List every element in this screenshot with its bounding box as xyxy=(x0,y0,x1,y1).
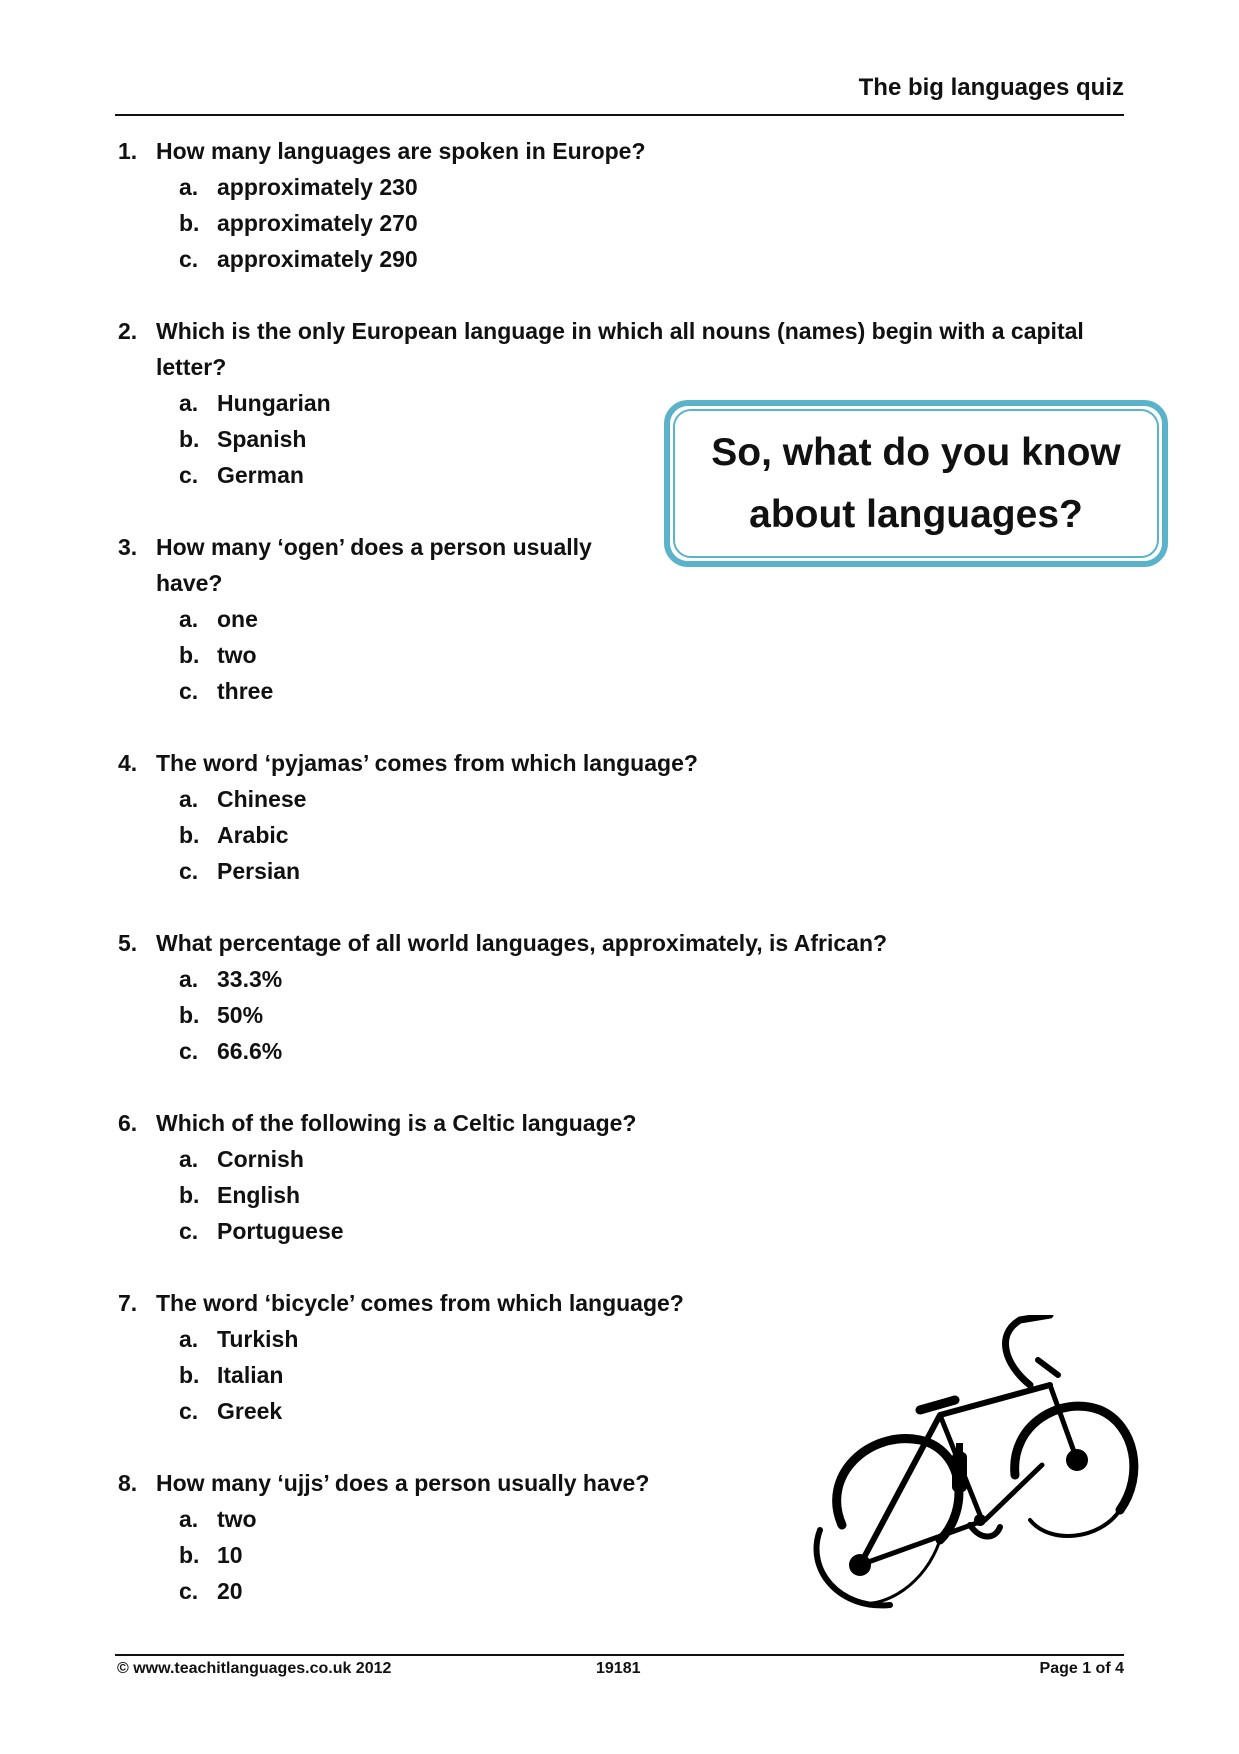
option-text: Turkish xyxy=(217,1326,299,1352)
option-letter: a. xyxy=(179,1506,199,1532)
option-text: approximately 230 xyxy=(217,174,418,200)
header-rule xyxy=(115,114,1124,116)
question-text: The word ‘pyjamas’ comes from which language? xyxy=(156,750,698,776)
footer-rule xyxy=(115,1654,1124,1656)
question-text: How many ‘ujjs’ does a person usually have? xyxy=(156,1470,650,1496)
callout-box xyxy=(664,400,1168,567)
callout-text: So, what do you know about languages? xyxy=(711,430,1121,536)
option-text: Hungarian xyxy=(217,390,331,416)
question-text: What percentage of all world languages, approximately, is African? xyxy=(156,930,888,956)
footer-code: 19181 xyxy=(596,1660,641,1677)
option-letter: a. xyxy=(179,966,199,992)
option-letter: c. xyxy=(179,1038,199,1064)
question-text: How many languages are spoken in Europe? xyxy=(156,138,646,164)
option-text: Portuguese xyxy=(217,1218,344,1244)
option-text: Persian xyxy=(217,858,301,884)
option-text: 20 xyxy=(217,1578,243,1604)
option-letter: b. xyxy=(179,1182,200,1208)
question-5 xyxy=(118,925,1078,1069)
option-text: 50% xyxy=(217,1002,264,1028)
option-text: Spanish xyxy=(217,426,307,452)
option-letter: a. xyxy=(179,1146,199,1172)
option-text: two xyxy=(217,642,257,668)
question-text: How many ‘ogen’ does a person usually have? xyxy=(156,534,592,596)
document-title: The big languages quiz xyxy=(858,74,1124,101)
option-letter: c. xyxy=(179,1398,199,1424)
question-number: 5. xyxy=(118,930,138,956)
option-text: Italian xyxy=(217,1362,284,1388)
option-text: 33.3% xyxy=(217,966,283,992)
question-number: 2. xyxy=(118,318,138,344)
question-number: 6. xyxy=(118,1110,138,1136)
option-letter: c. xyxy=(179,858,199,884)
option-letter: b. xyxy=(179,1542,200,1568)
question-number: 7. xyxy=(118,1290,138,1316)
question-text: The word ‘bicycle’ comes from which language? xyxy=(156,1290,684,1316)
option-text: one xyxy=(217,606,258,632)
option-text: Cornish xyxy=(217,1146,304,1172)
question-text: Which is the only European language in which all nouns (names) begin with a capital letter? xyxy=(156,318,1084,380)
option-text: approximately 290 xyxy=(217,246,418,272)
option-letter: b. xyxy=(179,210,200,236)
option-text: two xyxy=(217,1506,257,1532)
option-letter: a. xyxy=(179,174,199,200)
question-text: Which of the following is a Celtic language? xyxy=(156,1110,637,1136)
question-4 xyxy=(118,745,1078,889)
option-letter: b. xyxy=(179,642,200,668)
option-letter: c. xyxy=(179,1578,199,1604)
option-letter: b. xyxy=(179,1362,200,1388)
option-text: three xyxy=(217,678,274,704)
option-letter: c. xyxy=(179,678,199,704)
option-letter: b. xyxy=(179,1002,200,1028)
option-letter: c. xyxy=(179,1218,199,1244)
option-text: approximately 270 xyxy=(217,210,418,236)
bicycle-icon xyxy=(780,1315,1150,1615)
question-number: 4. xyxy=(118,750,138,776)
option-text: Chinese xyxy=(217,786,307,812)
option-letter: b. xyxy=(179,822,200,848)
option-letter: a. xyxy=(179,786,199,812)
option-letter: c. xyxy=(179,246,199,272)
question-number: 1. xyxy=(118,138,138,164)
question-number: 8. xyxy=(118,1470,138,1496)
option-text: German xyxy=(217,462,304,488)
option-letter: c. xyxy=(179,462,199,488)
option-letter: a. xyxy=(179,390,199,416)
footer-copyright: © www.teachitlanguages.co.uk 2012 xyxy=(117,1660,392,1677)
option-text: Arabic xyxy=(217,822,289,848)
option-text: 10 xyxy=(217,1542,243,1568)
option-letter: b. xyxy=(179,426,200,452)
option-letter: a. xyxy=(179,606,199,632)
option-text: English xyxy=(217,1182,301,1208)
question-1 xyxy=(118,133,1078,277)
footer-page-number: Page 1 of 4 xyxy=(1039,1660,1124,1677)
question-6 xyxy=(118,1105,1078,1249)
option-text: Greek xyxy=(217,1398,283,1424)
option-text: 66.6% xyxy=(217,1038,283,1064)
option-letter: a. xyxy=(179,1326,199,1352)
question-number: 3. xyxy=(118,534,138,560)
